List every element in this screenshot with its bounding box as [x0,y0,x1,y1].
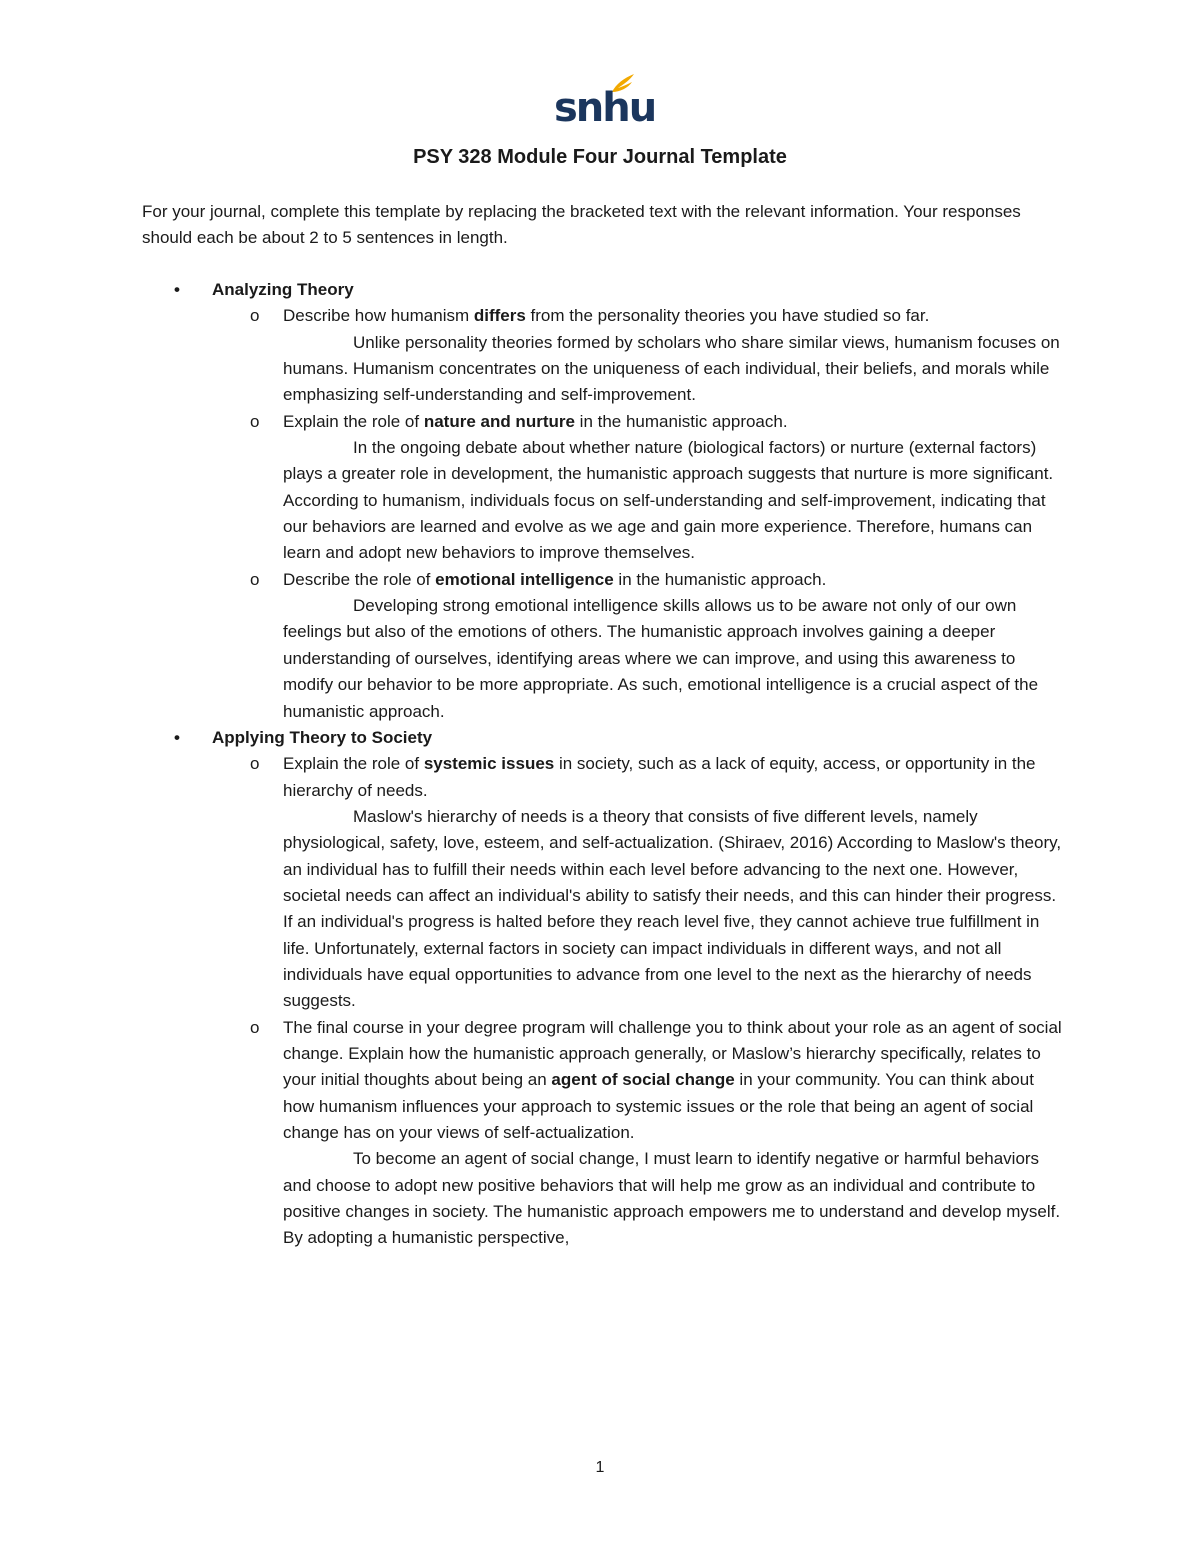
section-heading: • Applying Theory to Society [0,725,1200,751]
circle-bullet-icon: o [250,306,260,326]
circle-bullet-icon: o [250,1017,260,1037]
prompt-emotional-intelligence: o Describe the role of emotional intelligence in the humanistic approach. [0,567,1063,593]
prompt-agent-of-change: o The final course in your degree program will challenge you to think about your role as an agent of social change. Explain how the humanistic approach generally, or Maslow’s hierarchy specifically, relates to your initial thoughts about being an agent of social change in your community. You can think about how humanism influences your approach to systemic issues or the role that being an agent of social change has on your views of self-actualization. [0,1015,1063,1147]
prompt-systemic-issues: o Explain the role of systemic issues in society, such as a lack of equity, access, or opportunity in the hierarchy of needs. [0,751,1063,804]
bullet-icon: • [174,280,180,299]
section-applying-theory [0,725,1200,1252]
intro-paragraph: For your journal, complete this template by replacing the bracketed text with the relevant information. Your responses should each be about 2 to 5 sentences in length. [142,202,1021,248]
prompt-humanism-differs: o Describe how humanism differs from the personality theories you have studied so far. [0,303,1063,329]
answer-nature-nurture: In the ongoing debate about whether nature (biological factors) or nurture (external factors) plays a greater role in development, the humanistic approach suggests that nurture is more significant. According to humanism, individuals focus on self-understanding and self-improvement, indicating that our behaviors are learned and evolve as we age and gain more experience. Therefore, humans can learn and adopt new behaviors to improve themselves. [283,438,1054,563]
page-title: PSY 328 Module Four Journal Template [413,146,787,168]
logo-text: snhu [554,85,656,131]
section-analyzing-theory [0,277,1200,725]
answer-humanism-differs: Unlike personality theories formed by scholars who share similar views, humanism focuses on humans. Humanism concentrates on the uniqueness of each individual, their beliefs, and morals while emphasizing self-understanding and self-improvement. [283,332,1060,405]
snhu-logo [554,72,656,132]
circle-bullet-icon: o [250,569,260,589]
prompt-nature-nurture: o Explain the role of nature and nurture in the humanistic approach. [0,409,1063,435]
journal-content [0,277,1200,1252]
page-number: 1 [595,1459,605,1476]
section-heading: • Analyzing Theory [0,277,1200,303]
answer-agent-of-change: To become an agent of social change, I must learn to identify negative or harmful behaviors and choose to adopt new positive behaviors that will help me grow as an individual and contribute to positive changes in society. The humanistic approach empowers me to understand and develop myself. By adopting a humanistic perspective, [283,1149,1061,1248]
bullet-icon: • [174,727,180,747]
circle-bullet-icon: o [250,754,260,774]
answer-systemic-issues: Maslow's hierarchy of needs is a theory that consists of five different levels, namely physiological, safety, love, esteem, and self-actualization. (Shiraev, 2016) According to Maslow's theory, an individual has to fulfill their needs within each level before advancing to the next one. However, societal needs can affect an individual's ability to satisfy their needs, and this can hinder their progress. If an individual's progress is halted before they reach level five, they cannot achieve true fulfillment in life. Unfortunately, external factors in society can impact individuals in different ways, and not all individuals have equal opportunities to advance from one level to the next as the hierarchy of needs suggests. [283,806,1062,1011]
circle-bullet-icon: o [250,411,260,431]
answer-emotional-intelligence: Developing strong emotional intelligence skills allows us to be aware not only of our own feelings but also of the emotions of others. The humanistic approach involves gaining a deeper understanding of ourselves, identifying areas where we can improve, and using this awareness to modify our behavior to be more appropriate. As such, emotional intelligence is a crucial aspect of the humanistic approach. [283,596,1039,721]
